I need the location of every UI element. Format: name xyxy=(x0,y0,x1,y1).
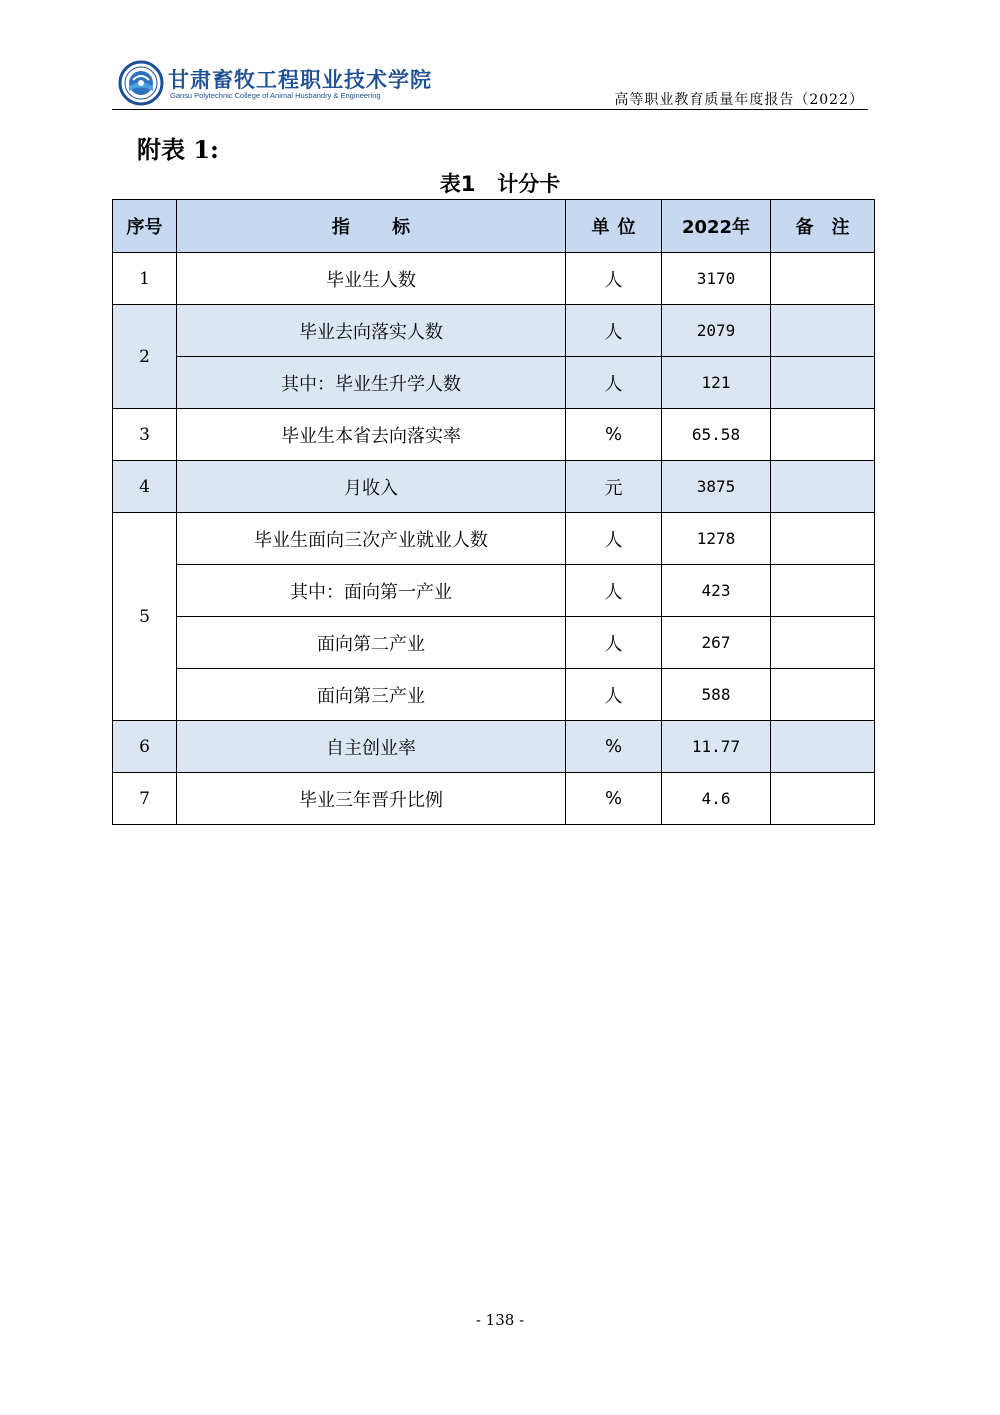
seq-cell: 5 xyxy=(113,513,177,721)
scorecard-table xyxy=(112,199,875,825)
header-unit: 单位 xyxy=(566,200,662,253)
note-cell xyxy=(771,461,875,513)
table-row xyxy=(113,305,875,357)
unit-cell: % xyxy=(566,773,662,825)
indicator-cell: 月收入 xyxy=(177,461,566,513)
table-body xyxy=(113,253,875,825)
table-row xyxy=(113,357,875,409)
unit-cell: % xyxy=(566,721,662,773)
note-cell xyxy=(771,305,875,357)
unit-cell: 人 xyxy=(566,617,662,669)
indicator-cell: 面向第二产业 xyxy=(177,617,566,669)
unit-cell: 人 xyxy=(566,253,662,305)
note-cell xyxy=(771,357,875,409)
indicator-cell: 毕业生面向三次产业就业人数 xyxy=(177,513,566,565)
value-cell: 267 xyxy=(662,617,771,669)
school-name-english: Gansu Polytechnic College of Animal Husbandry & Engineering xyxy=(170,91,381,100)
indicator-cell: 自主创业率 xyxy=(177,721,566,773)
table-row xyxy=(113,721,875,773)
page-number: - 138 - xyxy=(475,1311,525,1329)
value-cell: 121 xyxy=(662,357,771,409)
indicator-cell: 毕业生人数 xyxy=(177,253,566,305)
value-cell: 11.77 xyxy=(662,721,771,773)
table-caption: 表1 计分卡 xyxy=(439,172,561,196)
header-indicator: 指 标 xyxy=(177,200,566,253)
seq-cell: 2 xyxy=(113,305,177,409)
value-cell: 4.6 xyxy=(662,773,771,825)
indicator-cell: 毕业生本省去向落实率 xyxy=(177,409,566,461)
indicator-cell: 其中：面向第一产业 xyxy=(177,565,566,617)
value-cell: 1278 xyxy=(662,513,771,565)
indicator-cell: 毕业去向落实人数 xyxy=(177,305,566,357)
value-cell: 3170 xyxy=(662,253,771,305)
table-row xyxy=(113,461,875,513)
unit-cell: 人 xyxy=(566,305,662,357)
seq-cell: 3 xyxy=(113,409,177,461)
table-row xyxy=(113,617,875,669)
seq-cell: 4 xyxy=(113,461,177,513)
table-row xyxy=(113,253,875,305)
header-seq: 序号 xyxy=(113,200,177,253)
header-note: 备注 xyxy=(771,200,875,253)
value-cell: 2079 xyxy=(662,305,771,357)
appendix-title: 附表 1: xyxy=(137,135,219,164)
note-cell xyxy=(771,409,875,461)
unit-cell: 人 xyxy=(566,565,662,617)
value-cell: 3875 xyxy=(662,461,771,513)
note-cell xyxy=(771,721,875,773)
note-cell xyxy=(771,513,875,565)
unit-cell: 人 xyxy=(566,513,662,565)
unit-cell: 人 xyxy=(566,669,662,721)
seq-cell: 1 xyxy=(113,253,177,305)
indicator-cell: 其中：毕业生升学人数 xyxy=(177,357,566,409)
unit-cell: 元 xyxy=(566,461,662,513)
school-name: 甘肃畜牧工程职业技术学院 xyxy=(168,67,432,92)
table-row xyxy=(113,409,875,461)
note-cell xyxy=(771,565,875,617)
table-row xyxy=(113,669,875,721)
note-cell xyxy=(771,773,875,825)
value-cell: 423 xyxy=(662,565,771,617)
seq-cell: 7 xyxy=(113,773,177,825)
unit-cell: 人 xyxy=(566,357,662,409)
report-title: 高等职业教育质量年度报告（2022） xyxy=(614,92,864,108)
page-header xyxy=(112,56,868,112)
indicator-cell: 毕业三年晋升比例 xyxy=(177,773,566,825)
note-cell xyxy=(771,617,875,669)
value-cell: 65.58 xyxy=(662,409,771,461)
value-cell: 588 xyxy=(662,669,771,721)
table-row xyxy=(113,513,875,565)
college-emblem-icon xyxy=(118,60,164,106)
header-year: 2022年 xyxy=(662,200,771,253)
header-divider xyxy=(112,109,868,110)
table-header-row xyxy=(113,200,875,253)
unit-cell: % xyxy=(566,409,662,461)
note-cell xyxy=(771,253,875,305)
indicator-cell: 面向第三产业 xyxy=(177,669,566,721)
note-cell xyxy=(771,669,875,721)
seq-cell: 6 xyxy=(113,721,177,773)
table-row xyxy=(113,773,875,825)
table-row xyxy=(113,565,875,617)
